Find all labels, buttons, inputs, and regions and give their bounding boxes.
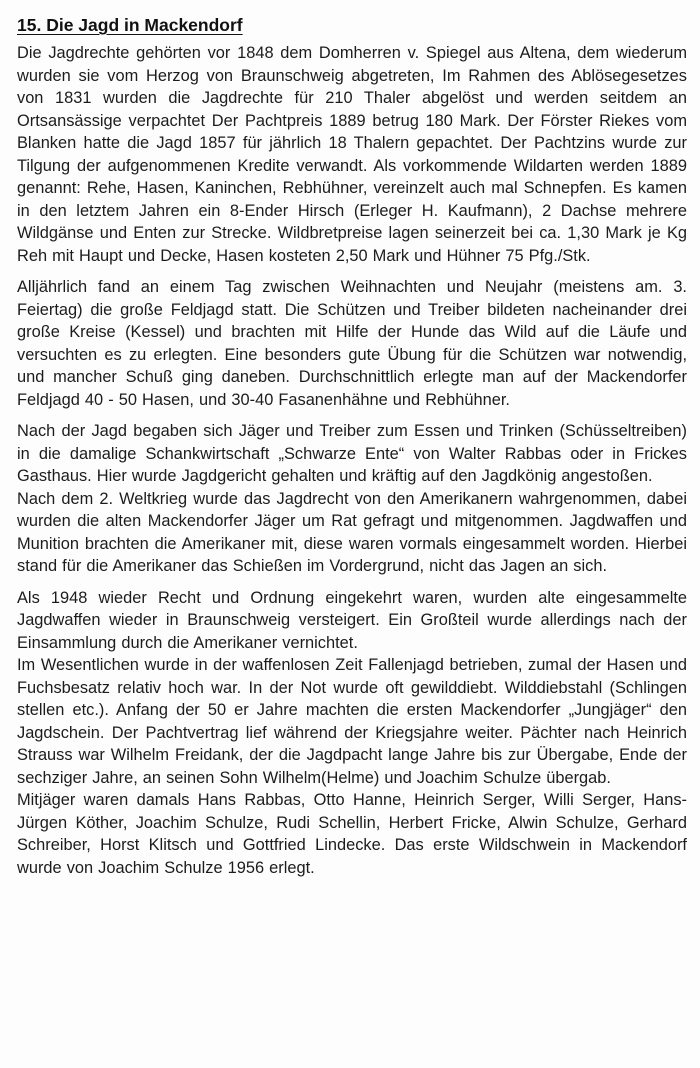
paragraph-hunting-rights: Die Jagdrechte gehörten vor 1848 dem Domherren v. Spiegel aus Altena, dem wiederum wurden sie vom Herzog von Braunschweig abgetreten, Im Rahmen des Ablösegesetzes von 1831 wurden die Jagdrechte für 210 Thaler abgelöst und werden seitdem an Ortsansässige verpachtet Der Pachtpreis 1889 betrug 180 Mark. Der Förster Riekes vom Blanken hatte die Jagd 1857 für jährlich 18 Thalern gepachtet. Der Pachtzins wurde zur Tilgung der aufgenommenen Kredite verwandt. Als vorkommende Wildarten werden 1889 genannt: Rehe, Hasen, Kaninchen, Rebhühner, vereinzelt auch mal Schnepfen. Es kamen in den letztem Jahren ein 8-Ender Hirsch (Erleger H. Kaufmann), 2 Dachse mehrere Wildgänse und Enten zur Strecke. Wildbretpreise lagen seinerzeit bei ca. 1,30 Mark je Kg Reh mit Haupt und Decke, Hasen kosteten 2,50 Mark und Hühner 75 Pfg./Stk.: [17, 44, 687, 265]
paragraph-trap-hunting: Im Wesentlichen wurde in der waffenlosen Zeit Fallenjagd betrieben, zumal der Hasen und Fuchsbesatz relativ hoch war. In der Not wurde oft gewilddiebt. Wilddiebstahl (Schlingen stellen etc.). Anfang der 50 er Jahre machten die ersten Mackendorfer „Jungjäger“ den Jagdschein. Der Pachtvertrag lief während der Kriegsjahre weiter. Pächter nach Heinrich Strauss war Wilhelm Freidank, der die Jagdpacht lange Jahre bis zur Übergabe, Ende der sechziger Jahre, an seinen Sohn Wilhelm(Helme) und Joachim Schulze übergab.: [17, 656, 687, 787]
paragraph-co-hunters: Mitjäger waren damals Hans Rabbas, Otto Hanne, Heinrich Serger, Willi Serger, Hans-Jürgen Köther, Joachim Schulze, Rudi Schellin, Herbert Fricke, Alwin Schulze, Gerhard Schreiber, Horst Klitsch und Gottfried Lindecke. Das erste Wildschwein in Mackendorf wurde von Joachim Schulze 1956 erlegt.: [17, 791, 687, 877]
document-body: [17, 13, 687, 879]
paragraph-post-war: Nach dem 2. Weltkrieg wurde das Jagdrecht von den Amerikanern wahrgenommen, dabei wurden die alten Mackendorfer Jäger um Rat gefragt und mitgenommen. Jagdwaffen und Munition brachten die Amerikaner mit, diese waren vormals eingesammelt worden. Hierbei stand für die Amerikaner das Schießen im Vordergrund, nicht das Jagen an sich.: [17, 489, 687, 575]
paragraph-field-hunt: Alljährlich fand an einem Tag zwischen Weihnachten und Neujahr (meistens am. 3. Feiertag) die große Feldjagd statt. Die Schützen und Treiber bildeten nacheinander drei große Kreise (Kessel) und brachten mit Hilfe der Hunde das Wild auf die Läufe und versuchten es zu erlegten. Eine besonders gute Übung für die Schützen war notwendig, und mancher Schuß ging daneben. Durchschnittlich erlegte man auf der Mackendorfer Feldjagd 40 - 50 Hasen, und 30-40 Fasanenhähne und Rebhühner.: [17, 278, 687, 409]
paragraph-1948: Als 1948 wieder Recht und Ordnung eingekehrt waren, wurden alte eingesammelte Jagdwaffen wieder in Braunschweig versteigert. Ein Großteil wurde allerdings nach der Einsammlung durch die Amerikaner vernichtet.: [17, 588, 687, 652]
section-heading: 15. Die Jagd in Mackendorf: [17, 15, 243, 35]
paragraph-after-hunt: Nach der Jagd begaben sich Jäger und Treiber zum Essen und Trinken (Schüsseltreiben) in die damalige Schankwirtschaft „Schwarze Ente“ von Walter Rabbas oder in Frickes Gasthaus. Hier wurde Jagdgericht gehalten und kräftig auf den Jagdkönig angestoßen.: [17, 422, 687, 485]
